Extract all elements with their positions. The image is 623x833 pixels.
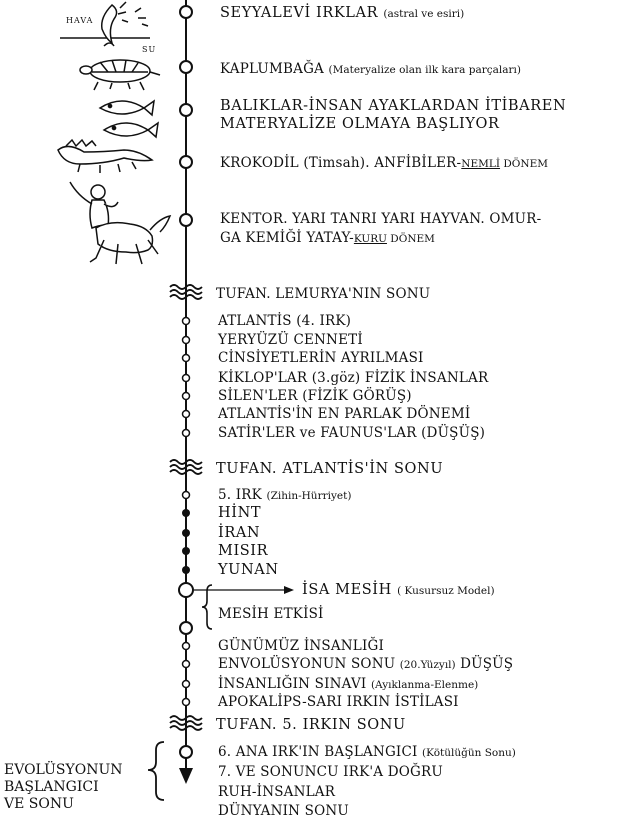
dot-cinsiyet <box>183 355 190 362</box>
dot-satir <box>183 430 190 437</box>
node-krokodil <box>180 156 192 168</box>
stage-kaplumbaga: KAPLUMBAĞA (Materyalize olan ilk kara parçaları) <box>220 61 521 77</box>
side-label-line: BAŞLANGICI <box>4 779 99 795</box>
centaur-illustration <box>70 182 170 264</box>
node-isa <box>179 583 193 597</box>
node-baliklar <box>180 104 192 116</box>
modern-item: İNSANLIĞIN SINAVI (Ayıklanma-Elenme) <box>218 676 479 692</box>
stage-seyyalevi: SEYYALEVİ IRKLAR (astral ve esiri) <box>220 5 465 21</box>
flood-wave-fifth-race <box>170 716 202 730</box>
hava-label: HAVA <box>66 16 94 25</box>
dot-iran <box>182 529 190 537</box>
stage-krokodil: KROKODİL (Timsah). ANFİBİLER-NEMLİ DÖNEM <box>220 155 548 171</box>
mesih-brace <box>202 585 212 629</box>
stage-baliklar-line2: MATERYALİZE OLMAYA BAŞLIYOR <box>220 116 500 132</box>
su-label: SU <box>142 45 157 54</box>
turtle-illustration <box>80 60 160 90</box>
civilization-item: İRAN <box>218 525 261 541</box>
flood-wave-atlantis <box>170 460 202 474</box>
dot-yeryuzu <box>183 337 190 344</box>
mesih-etkisi: MESİH ETKİSİ <box>218 606 324 622</box>
dot-fifth-race <box>183 492 190 499</box>
node-kentor <box>180 214 192 226</box>
dot-atlantis <box>183 318 190 325</box>
dot-apokalips <box>183 699 190 706</box>
dot-misir <box>182 547 190 555</box>
flood-wave-lemurya <box>170 285 202 299</box>
dot-sinav <box>183 681 190 688</box>
node-sixth-race <box>180 746 192 758</box>
dot-parlak <box>183 411 190 418</box>
modern-item: GÜNÜMÜZ İNSANLIĞI <box>218 638 384 654</box>
stage-kentor-line2: GA KEMİĞİ YATAY-KURU DÖNEM <box>220 230 435 246</box>
timeline-arrowhead <box>179 768 193 784</box>
atlantis-item: ATLANTİS (4. IRK) <box>218 313 352 329</box>
flood-lemurya: TUFAN. LEMURYA'NIN SONU <box>216 286 431 302</box>
node-seyyalevi <box>180 6 192 18</box>
final-item: DÜNYANIN SONU <box>218 803 349 819</box>
side-brace <box>148 742 164 800</box>
civilization-item: YUNAN <box>218 562 279 578</box>
isa-mesih: İSA MESİH ( Kusursuz Model) <box>302 582 495 598</box>
final-item: 6. ANA IRK'IN BAŞLANGICI (Kötülüğün Sonu) <box>218 744 516 760</box>
node-mesih-etkisi <box>180 622 192 634</box>
dot-hint <box>182 509 190 517</box>
atlantis-item: SATİR'LER ve FAUNUS'LAR (DÜŞÜŞ) <box>218 425 486 441</box>
modern-item: ENVOLÜSYONUN SONU (20.Yüzyıl) DÜŞÜŞ <box>218 656 514 672</box>
fifth-race: 5. IRK (Zihin-Hürriyet) <box>218 487 352 503</box>
civilization-item: MISIR <box>218 543 269 559</box>
atlantis-item: CİNSİYETLERİN AYRILMASI <box>218 350 424 366</box>
crocodile-illustration <box>58 140 152 173</box>
isa-arrow <box>194 586 294 594</box>
dot-yunan <box>182 566 190 574</box>
flood-atlantis: TUFAN. ATLANTİS'İN SONU <box>216 461 444 477</box>
atlantis-item: KİKLOP'LAR (3.göz) FİZİK İNSANLAR <box>218 370 489 386</box>
final-item: RUH-İNSANLAR <box>218 784 336 800</box>
fish-illustration <box>100 101 158 137</box>
side-label-line: EVOLÜSYONUN <box>4 762 123 778</box>
atlantis-item: SİLEN'LER (FİZİK GÖRÜŞ) <box>218 388 412 404</box>
node-kaplumbaga <box>180 61 192 73</box>
stage-kentor-line1: KENTOR. YARI TANRI YARI HAYVAN. OMUR- <box>220 211 542 227</box>
flood-fifth-race: TUFAN. 5. IRKIN SONU <box>216 717 406 733</box>
atlantis-item: YERYÜZÜ CENNETİ <box>218 332 363 348</box>
dot-kiklop <box>183 375 190 382</box>
final-item: 7. VE SONUNCU IRK'A DOĞRU <box>218 764 443 780</box>
dot-silen <box>183 393 190 400</box>
side-label-line: VE SONU <box>4 796 74 812</box>
stage-baliklar-line1: BALIKLAR-İNSAN AYAKLARDAN İTİBAREN <box>220 98 567 114</box>
side-label <box>4 762 123 813</box>
civilization-item: HİNT <box>218 505 262 521</box>
modern-item: APOKALİPS-SARI IRKIN İSTİLASI <box>218 694 459 710</box>
dot-envolusyon <box>183 661 190 668</box>
dot-gunumuz <box>183 643 190 650</box>
atlantis-item: ATLANTİS'İN EN PARLAK DÖNEMİ <box>218 406 471 422</box>
